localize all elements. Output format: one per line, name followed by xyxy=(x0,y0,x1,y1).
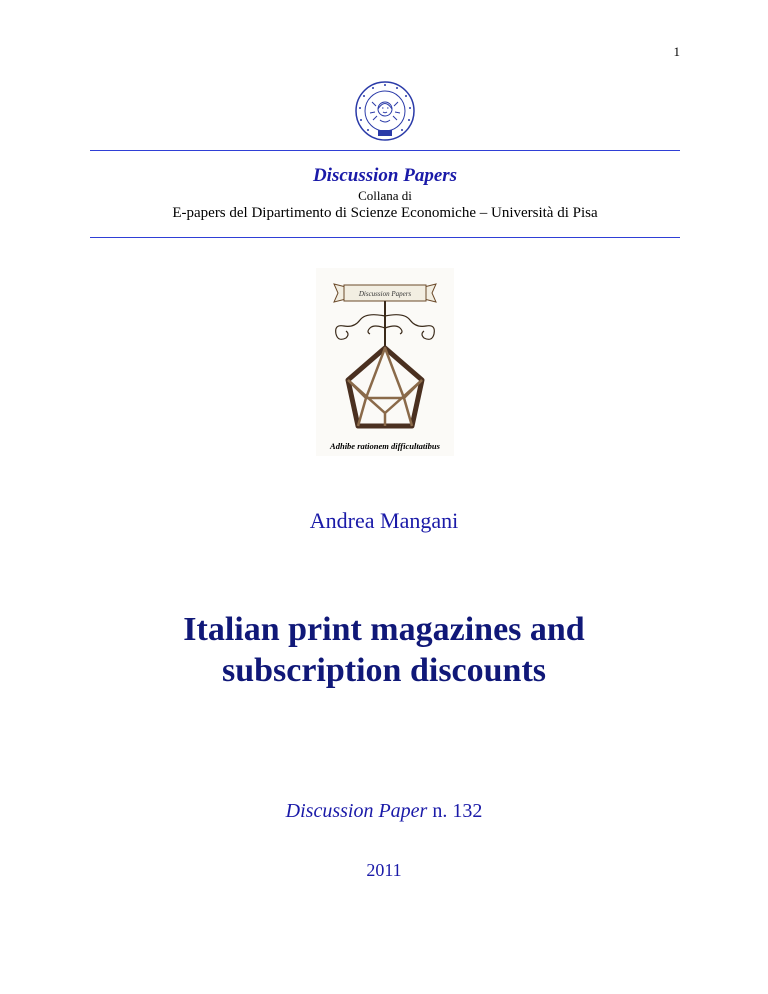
header-rule-top xyxy=(90,150,680,151)
paper-title-line-2: subscription discounts xyxy=(221,651,547,689)
series-department: E-papers del Dipartimento di Scienze Economiche – Università di Pisa xyxy=(172,204,598,221)
logo-motto: Adhibe rationem difficultatibus xyxy=(330,441,440,451)
discussion-papers-logo xyxy=(316,268,454,456)
discussion-paper-number-text: n. 132 xyxy=(432,800,483,822)
discussion-paper-number xyxy=(0,800,768,823)
page-number: 1 xyxy=(673,44,680,59)
author-name: Andrea Mangani xyxy=(309,508,459,533)
publication-year: 2011 xyxy=(366,860,402,880)
paper-title-line-1: Italian print magazines and xyxy=(183,611,585,648)
polyhedron-emblem-icon xyxy=(316,268,454,438)
paper-title xyxy=(0,610,768,692)
header-rule-bottom xyxy=(90,237,680,238)
series-title: Discussion Papers xyxy=(312,165,458,186)
series-collana: Collana di xyxy=(358,187,412,203)
university-seal-icon xyxy=(354,80,416,142)
logo-banner-text: Discussion Papers xyxy=(358,290,412,298)
discussion-paper-label: Discussion Paper xyxy=(285,800,428,822)
series-header xyxy=(90,165,680,222)
